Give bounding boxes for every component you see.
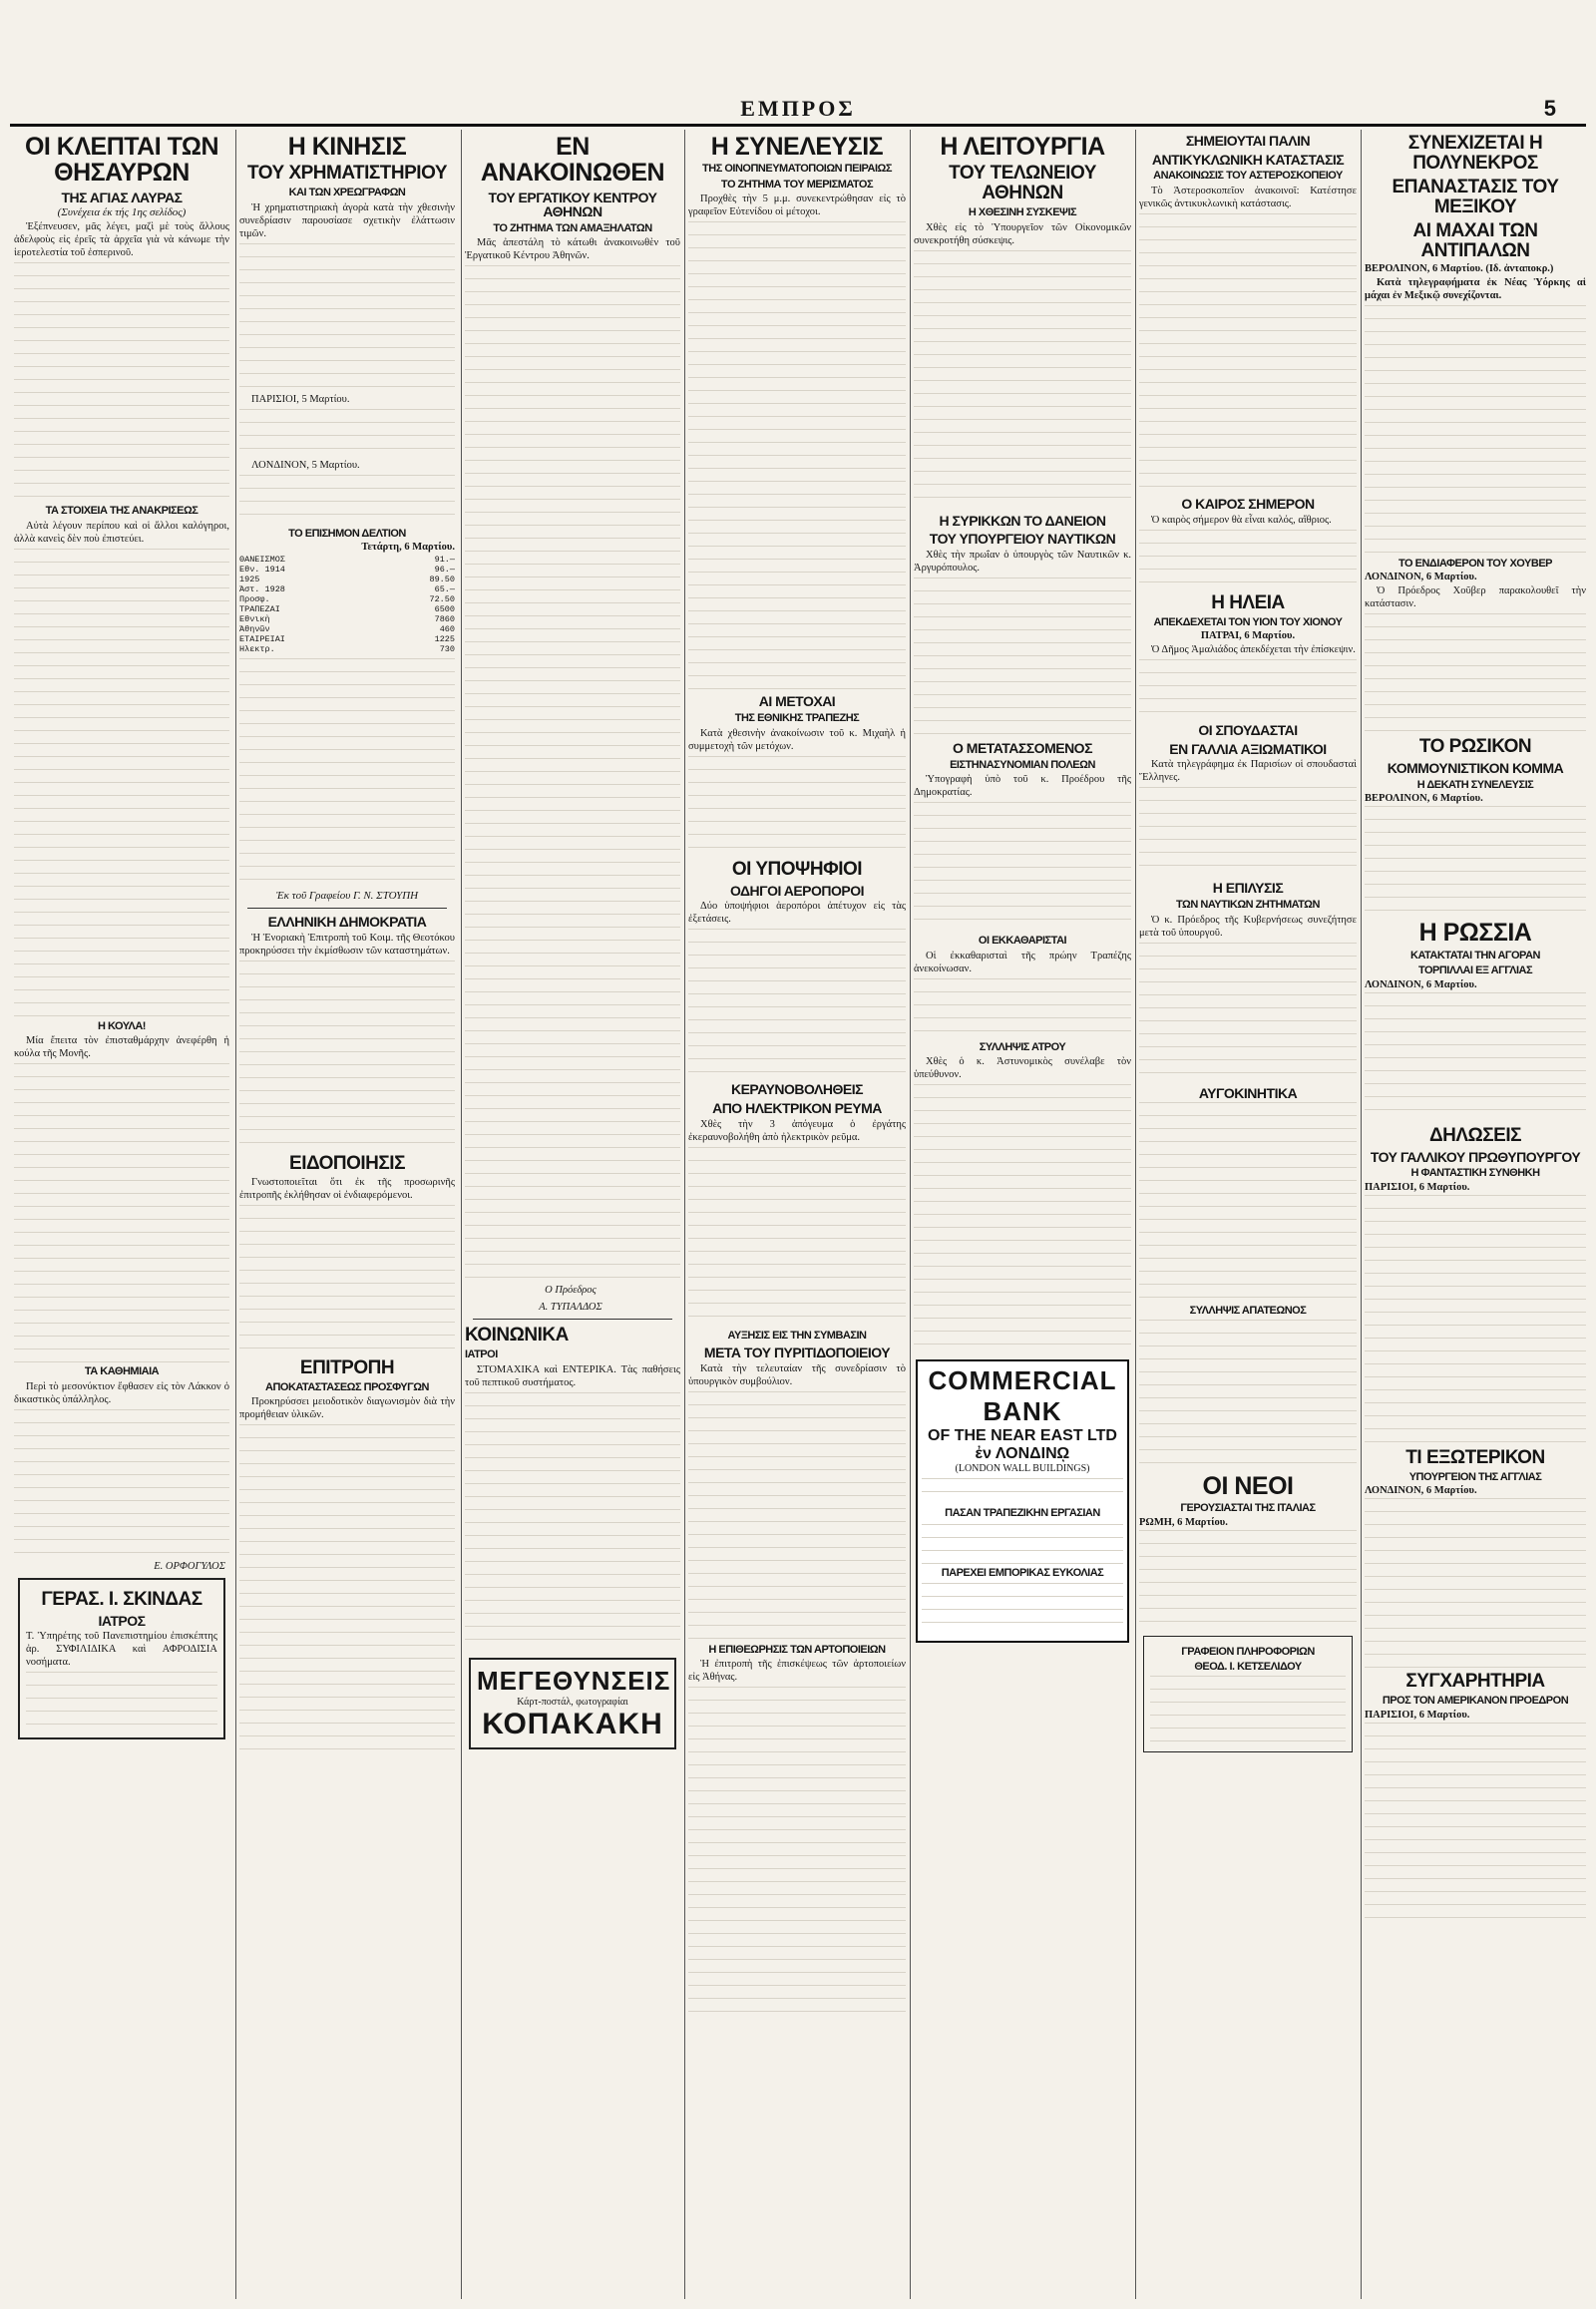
ad-name: ΓΕΡΑΣ. Ι. ΣΚΙΝΔΑΣ (41, 1588, 202, 1610)
column-divider (235, 130, 236, 2299)
article-paragraph: Γνωστοποιεῖται ὅτι ἐκ τῆς προσωρινῆς ἐπιτροπῆς ἐκλήθησαν οἱ ἐνδιαφερόμενοι. (239, 1176, 455, 1201)
article-subheadline: ΤΟΥ ΥΠΟΥΡΓΕΙΟΥ ΝΑΥΤΙΚΩΝ (929, 531, 1116, 548)
article-body-text (14, 549, 229, 1017)
article-body-text (1365, 806, 1586, 916)
article-headline: Η ΕΠΙΘΕΩΡΗΣΙΣ ΤΩΝ ΑΡΤΟΠΟΙΕΙΩΝ (708, 1643, 886, 1656)
article-headline: ΤΙ ΕΞΩΤΕΡΙΚΟΝ (1405, 1446, 1545, 1468)
article-headline: ΑΥΞΗΣΙΣ ΕΙΣ ΤΗΝ ΣΥΜΒΑΣΙΝ (727, 1329, 867, 1342)
table-cell-value: 91.— (434, 555, 455, 566)
dateline: ΛΟΝΔΙΝΟΝ, 6 Μαρτίου. (1365, 572, 1477, 583)
table-cell-name: Ἀστ. 1928 (239, 584, 285, 595)
table-body (239, 658, 455, 888)
article-subheadline: ΤΟΥ ΓΑΛΛΙΚΟΥ ΠΡΩΘΥΠΟΥΡΓΟΥ (1370, 1148, 1581, 1165)
article-body-text (914, 1084, 1131, 1353)
article-headline: ΟΙ ΝΕΟΙ (1202, 1471, 1294, 1500)
table-cell-value: 89.50 (429, 575, 455, 585)
table-row (239, 594, 455, 604)
bank-name: COMMERCIAL BANK (928, 1365, 1117, 1427)
article-subheadline: ΚΟΜΜΟΥΝΙΣΤΙΚΟΝ ΚΟΜΜΑ (1387, 760, 1564, 777)
table-row (239, 644, 455, 654)
article-body-text (1139, 1530, 1357, 1630)
article-subheadline: ΑΝΑΚΟΙΝΩΣΙΣ ΤΟΥ ΑΣΤΕΡΟΣΚΟΠΕΙΟΥ (1153, 170, 1343, 183)
ad-role: ΙΑΤΡΟΣ (98, 1612, 146, 1629)
article-body-text (1365, 1723, 1586, 1922)
article-subheadline: ΤΗΣ ΟΙΝΟΠΝΕΥΜΑΤΟΠΟΙΩΝ ΠΕΙΡΑΙΩΣ (702, 163, 892, 176)
article-body-text (239, 1205, 455, 1354)
article-headline: ΣΥΛΛΗΨΙΣ ΑΠΑΤΕΩΝΟΣ (1189, 1305, 1307, 1318)
article-headline: ΕΠΙΤΡΟΠΗ (299, 1356, 395, 1378)
signature-name: Α. ΤΥΠΑΛΔΟΣ (539, 1302, 602, 1314)
dateline: ΛΟΝΔΙΝΟΝ, 6 Μαρτίου. (1365, 1485, 1477, 1497)
article-body-text (465, 265, 680, 1283)
dateline: ΒΕΡΟΛΙΝΟΝ, 6 Μαρτίου. (Ιδ. ἀνταποκρ.) (1365, 262, 1554, 274)
article-body-text (1365, 992, 1586, 1122)
article-headline: ΚΕΡΑΥΝΟΒΟΛΗΘΕΙΣ (730, 1081, 863, 1098)
article-paragraph: Ἐξέπνευσεν, μᾶς λέγει, μαζὶ μὲ τοὺς ἄλλους ἀδελφοὺς εἰς ἐρεῖς τὰ ἀρχεῖα γιὰ νὰ κάνωμε τὴν ἱεροτελεστία τοῦ ἐσπερινοῦ. (14, 221, 229, 259)
bank-location: ἐν ΛΟΝΔΙΝῼ (975, 1445, 1070, 1463)
article-body-text (1139, 530, 1357, 589)
article-body-text (1139, 659, 1357, 719)
section-subheading: ΤΟ ΕΠΙΣΗΜΟΝ ΔΕΛΤΙΟΝ (288, 527, 406, 540)
article-paragraph: Περὶ τὸ μεσονύκτιον ἔφθασεν εἰς τὸν Λάκκον ὁ δικαστικὸς ὑπάλληλος. (14, 1380, 229, 1405)
divider (247, 908, 447, 909)
article-body-text (239, 475, 455, 525)
article-body-text (1139, 1320, 1357, 1469)
article-subheadline: ΑΠΕΚΔΕΧΕΤΑΙ ΤΟΝ ΥΙΟΝ ΤΟΥ ΧΙΟΝΟΥ (1153, 615, 1343, 628)
article-body-text (1139, 213, 1357, 493)
article-paragraph: Ὁ κ. Πρόεδρος τῆς Κυβερνήσεως συνεζήτησε μετὰ τοῦ ὑπουργοῦ. (1139, 914, 1357, 939)
section-subheading: ΙΑΤΡΟΙ (465, 1348, 498, 1361)
table-row (239, 634, 455, 644)
column-divider (1361, 130, 1362, 2299)
column-2 (239, 130, 455, 2299)
article-body-text (239, 961, 455, 1150)
article-subheadline: ΕΝ ΓΑΛΛΙΑ ΑΞΙΩΜΑΤΙΚΟΙ (1169, 740, 1327, 757)
article-headline: ΟΙ ΚΛΕΠΤΑΙ ΤΩΝ ΘΗΣΑΥΡΩΝ (24, 133, 219, 188)
article-subheadline: ΕΠΑΝΑΣΤΑΣΙΣ ΤΟΥ ΜΕΞΙΚΟΥ (1392, 176, 1559, 217)
article-headline: ΟΙ ΕΚΚΑΘΑΡΙΣΤΑΙ (978, 935, 1067, 948)
article-headline: Η ΣΥΡΙΚΚΩΝ ΤΟ ΔΑΝΕΙΟΝ (939, 512, 1106, 529)
article-subheadline: Η ΧΘΕΣΙΝΗ ΣΥΣΚΕΨΙΣ (968, 206, 1077, 219)
article-paragraph: Ὑπογραφὴ ὑπὸ τοῦ κ. Προέδρου τῆς Δημοκρατίας. (914, 774, 1131, 799)
dateline: ΠΑΡΙΣΙΟΙ, 6 Μαρτίου. (1365, 1709, 1470, 1721)
dateline: ΒΕΡΟΛΙΝΟΝ, 6 Μαρτίου. (1365, 793, 1483, 805)
article-paragraph: Μᾶς ἀπεστάλη τὸ κάτωθι ἀνακοινωθὲν τοῦ Ἐργατικοῦ Κέντρου Ἀθηνῶν. (465, 237, 680, 262)
newspaper-title: ΕΜΠΡΟΣ (740, 96, 856, 121)
article-paragraph: Ὁ καιρὸς σήμερον θὰ εἶναι καλός, αἴθριος. (1151, 514, 1332, 526)
article-subheadline: ΠΡΟΣ ΤΟΝ ΑΜΕΡΙΚΑΝΟΝ ΠΡΟΕΔΡΟΝ (1382, 1695, 1569, 1708)
ad-body-text (1150, 1676, 1346, 1745)
photo-ad (469, 1658, 676, 1749)
article-paragraph: Κατὰ τηλεγραφήματα ἐκ Νέας Ὑόρκης αἱ μάχαι ἐν Μεξικῷ συνεχίζονται. (1365, 276, 1586, 301)
masthead (0, 0, 1596, 121)
article-body-text (1365, 1195, 1586, 1444)
column-4 (688, 130, 906, 2299)
dateline: ΠΑΤΡΑΙ, 6 Μαρτίου. (1200, 630, 1296, 642)
section-subheading: ΤΑ ΣΤΟΙΧΕΙΑ ΤΗΣ ΑΝΑΚΡΙΣΕΩΣ (45, 505, 199, 518)
column-1 (14, 130, 229, 2299)
article-body-text (914, 577, 1131, 737)
article-headline: ΔΗΛΩΣΕΙΣ (1428, 1124, 1522, 1146)
article-headline: Η ΣΥΝΕΛΕΥΣΙΣ (710, 133, 884, 161)
table-cell-value: 6500 (434, 604, 455, 615)
section-headline: ΚΟΙΝΩΝΙΚΑ (465, 1325, 569, 1347)
column-divider (461, 130, 462, 2299)
table-cell-name: Ἀθηνῶν (239, 624, 270, 635)
article-subheadline: ΤΟΥ ΤΕΛΩΝΕΙΟΥ ΑΘΗΝΩΝ (949, 163, 1096, 204)
article-body-text (14, 1063, 229, 1362)
dateline: ΛΟΝΔΙΝΟΝ, 6 Μαρτίου. (1365, 978, 1477, 990)
dateline: ΡΩΜΗ, 6 Μαρτίου. (1139, 1516, 1228, 1528)
article-subheadline: ΤΟΥ ΕΡΓΑΤΙΚΟΥ ΚΕΝΤΡΟΥ ΑΘΗΝΩΝ (488, 189, 657, 220)
article-paragraph: Χθὲς τὴν πρωΐαν ὁ ὑπουργὸς τῶν Ναυτικῶν κ. Ἀργυρόπουλος. (914, 550, 1131, 575)
table-date: Τετάρτη, 6 Μαρτίου. (361, 542, 455, 554)
bank-name-sub: OF THE NEAR EAST LTD (928, 1427, 1117, 1445)
article-body-text (14, 262, 229, 502)
article-headline: Η ΚΙΝΗΣΙΣ (287, 133, 407, 161)
article-headline: ΤΟ ΡΩΣΙΚΟΝ (1418, 736, 1532, 758)
article-subheadline: ΓΕΡΟΥΣΙΑΣΤΑΙ ΤΗΣ ΙΤΑΛΙΑΣ (1180, 1502, 1316, 1515)
article-headline: ΣΗΜΕΙΟΥΤΑΙ ΠΑΛΙΝ (1185, 133, 1311, 149)
article-body-text (14, 1409, 229, 1559)
dateline: ΠΑΡΙΣΙΟΙ, 5 Μαρτίου. (251, 393, 350, 405)
table-cell-name: 1925 (239, 575, 260, 585)
article-body-text (688, 221, 906, 690)
dateline: ΠΑΡΙΣΙΟΙ, 6 Μαρτίου. (1365, 1181, 1470, 1193)
classifieds-text (465, 1392, 680, 1652)
article-paragraph: Αὐτὰ λέγουν περίπου καὶ οἱ ἄλλοι καλόγηροι, ἀλλὰ κανεὶς δὲν ποὺ ἐπιστεύει. (14, 520, 229, 545)
article-body-text (688, 1687, 906, 2016)
article-paragraph: Οἱ ἐκκαθαρισταὶ τῆς πρώην Τραπέζης ἀνεκοίνωσαν. (914, 950, 1131, 974)
table-cell-name: ΘΑΝΕΙΣΜΟΣ (239, 555, 285, 566)
ad-headline: ΓΡΑΦΕΙΟΝ ΠΛΗΡΟΦΟΡΙΩΝ (1181, 1645, 1315, 1658)
article-headline: Η ΡΩΣΣΙΑ (1418, 919, 1532, 948)
info-office-ad (1143, 1636, 1353, 1752)
article-body-text (914, 978, 1131, 1038)
article-body-text (1139, 943, 1357, 1082)
article-paragraph: Ὁ Πρόεδρος Χοῦβερ παρακολουθεῖ τὴν κατάστασιν. (1365, 585, 1586, 610)
article-headline: Ο ΚΑΙΡΟΣ ΣΗΜΕΡΟΝ (1181, 495, 1315, 512)
article-paragraph: Κατὰ τηλεγράφημα ἐκ Παρισίων οἱ σπουδασταὶ Ἕλληνες. (1139, 759, 1357, 784)
article-paragraph: Κατὰ χθεσινὴν ἀνακοίνωσιν τοῦ κ. Μιχαὴλ ἡ συμμετοχὴ τῶν μετόχων. (688, 727, 906, 752)
bank-address: (LONDON WALL BUILDINGS) (955, 1463, 1090, 1475)
article-subheadline: Η ΔΕΚΑΤΗ ΣΥΝΕΛΕΥΣΙΣ (1416, 778, 1534, 791)
column-6 (1139, 130, 1357, 2299)
article-body-text (1139, 787, 1357, 877)
article-headline: ΟΙ ΥΠΟΨΗΦΙΟΙ (731, 858, 863, 880)
table-cell-name: Προσφ. (239, 594, 270, 605)
page-number: 5 (1543, 96, 1556, 121)
article-headline: ΣΥΝΕΧΙΖΕΤΑΙ Η ΠΟΛΥΝΕΚΡΟΣ (1407, 133, 1543, 174)
author-signature: Ε. ΟΡΦΟΓΥΛΟΣ (154, 1560, 225, 1572)
article-body-text (1365, 613, 1586, 733)
bank-advertisement (916, 1359, 1129, 1643)
ad-body-text (922, 1524, 1123, 1564)
table-cell-name: ΤΡΑΠΕΖΑΙ (239, 604, 280, 615)
table-row (239, 555, 455, 565)
article-subheadline: ΑΙ ΜΑΧΑΙ ΤΩΝ ΑΝΤΙΠΑΛΩΝ (1412, 219, 1538, 261)
article-headline: ΑΙ ΜΕΤΟΧΑΙ (758, 693, 836, 710)
article-paragraph: Ὁ Δῆμος Ἀμαλιάδος ἀπεκδέχεται τὴν ἐπίσκεψιν. (1151, 644, 1356, 656)
article-subheadline: ΤΗΣ ΕΘΝΙΚΗΣ ΤΡΑΠΕΖΗΣ (734, 712, 860, 725)
ad-text: Κάρτ-ποστάλ, φωτογραφίαι (517, 1696, 628, 1708)
article-subheadline: ΥΠΟΥΡΓΕΙΟΝ ΤΗΣ ΑΓΓΛΙΑΣ (1408, 1470, 1542, 1483)
table-row (239, 624, 455, 634)
article-headline: ΑΥΓΟΚΙΝΗΤΙΚΑ (1198, 1084, 1298, 1101)
bank-service: ΠΑΣΑΝ ΤΡΑΠΕΖΙΚΗΝ ΕΡΓΑΣΙΑΝ (945, 1507, 1100, 1520)
continuation-note: (Συνέχεια έκ τής 1ης σελίδος) (57, 206, 187, 219)
ad-headline: ΜΕΓΕΘΥΝΣΕΙΣ (477, 1665, 671, 1696)
article-headline: Ο ΜΕΤΑΤΑΣΣΟΜΕΝΟΣ (953, 740, 1092, 757)
article-paragraph: Δύο ὑποψήφιοι ἀεροπόροι ἀπέτυχον εἰς τὰς ἐξετάσεις. (688, 901, 906, 926)
article-body-text (239, 1424, 455, 1753)
ad-text: Τ. Ὑπηρέτης τοῦ Πανεπιστημίου ἐπισκέπτης ἀρ. ΣΥΦΙΛΙΔΙΚΑ καὶ ΑΦΡΟΔΙΣΙΑ νοσήματα. (26, 1631, 217, 1669)
table-cell-value: 72.50 (429, 594, 455, 605)
ad-name: ΘΕΟΔ. Ι. ΚΕΤΣΕΛΙΔΟΥ (1194, 1661, 1302, 1674)
article-paragraph: Τὸ Ἀστεροσκοπεῖον ἀνακοινοῖ: Κατέστησε γενικῶς ἀντικυκλωνικὴ κατάστασις. (1139, 185, 1357, 209)
article-paragraph: Χθὲς ὁ κ. Ἀστυνομικὸς συνέλαβε τὸν ὑπεύθυνον. (914, 1056, 1131, 1081)
table-footer: Ἐκ τοῦ Γραφείου Γ. Ν. ΣΤΟΥΠΗ (275, 890, 419, 903)
masthead-rule (10, 124, 1586, 127)
article-body-text (1365, 1498, 1586, 1668)
article-paragraph: Ἡ Ἐνοριακὴ Ἐπιτροπὴ τοῦ Κοιμ. τῆς Θεοτόκου προκηρύσσει τὴν ἐκμίσθωσιν τῶν καταστημάτων. (239, 932, 455, 957)
ad-name: ΚΟΠΑΚΑΚΗ (482, 1707, 663, 1740)
ad-body-text (26, 1672, 217, 1732)
article-subheadline: ΤΩΝ ΝΑΥΤΙΚΩΝ ΖΗΤΗΜΑΤΩΝ (1176, 899, 1320, 912)
column-7 (1365, 130, 1586, 2299)
article-body-text (688, 1391, 906, 1641)
ad-body-text (922, 1583, 1123, 1633)
article-subheadline: ΤΟ ΖΗΤΗΜΑ ΤΟΥ ΜΕΡΙΣΜΑΤΟΣ (720, 178, 874, 191)
article-headline: Η ΕΠΙΛΥΣΙΣ (1212, 880, 1284, 897)
article-subheadline: Η ΦΑΝΤΑΣΤΙΚΗ ΣΥΝΘΗΚΗ (1410, 1167, 1540, 1180)
table-row (239, 584, 455, 594)
table-cell-name: ΕΤΑΙΡΕΙΑΙ (239, 634, 285, 645)
article-paragraph: Χθὲς εἰς τὸ Ὑπουργεῖον τῶν Οἰκονομικῶν συνεκροτήθη σύσκεψις. (914, 221, 1131, 246)
divider (473, 1319, 672, 1320)
article-subheadline: ΕΙΣΤΗΝΑΣΥΝΟΜΙΑΝ ΠΟΛΕΩΝ (950, 758, 1095, 771)
section-subheading: Η ΚΟΥΛΑ! (98, 1019, 146, 1032)
article-subheadline: ΑΠΟ ΗΛΕΚΤΡΙΚΟΝ ΡΕΥΜΑ (712, 1099, 882, 1116)
article-paragraph: Χθὲς τὴν 3 ἀπόγευμα ὁ ἐργάτης ἐκεραυνοβολήθη ἀπὸ ἠλεκτρικὸν ρεῦμα. (688, 1118, 906, 1143)
table-cell-value: 7860 (434, 614, 455, 625)
article-body-text (688, 1147, 906, 1327)
table-row (239, 614, 455, 624)
table-cell-name: Ἐθν. 1914 (239, 565, 285, 576)
article-body-text (239, 243, 455, 393)
signature-title: Ο Πρόεδρος (545, 1285, 597, 1297)
table-row (239, 604, 455, 614)
column-divider (684, 130, 685, 2299)
article-body-text (914, 250, 1131, 510)
article-paragraph: Προχθὲς τὴν 5 μ.μ. συνεκεντρώθησαν εἰς τὸ γραφεῖον Εὐτενίδου οἱ μέτοχοι. (688, 193, 906, 218)
article-headline: ΟΙ ΣΠΟΥΔΑΣΤΑΙ (1198, 722, 1298, 739)
article-subheadline: ΜΕΤΑ ΤΟΥ ΠΥΡΙΤΙΔΟΠΟΙΕΙΟΥ (703, 1345, 891, 1361)
article-body-text (688, 756, 906, 856)
article-headline: ΕΙΔΟΠΟΙΗΣΙΣ (289, 1152, 405, 1174)
article-headline: ΣΥΓΧΑΡΗΤΗΡΙΑ (1405, 1671, 1545, 1693)
article-paragraph: Προκηρύσσει μειοδοτικὸν διαγωνισμὸν διὰ τὴν προμήθειαν ὑλικῶν. (239, 1396, 455, 1421)
ad-body-text (922, 1478, 1123, 1504)
table-cell-value: 730 (439, 644, 455, 655)
table-cell-value: 65.— (434, 584, 455, 595)
article-headline: ΕΝ ΑΝΑΚΟΙΝΩΘΕΝ (480, 133, 665, 188)
article-paragraph: Ἡ ἐπιτροπὴ τῆς ἐπισκέψεως τῶν ἀρτοποιείων εἰς Ἀθήνας. (688, 1659, 906, 1684)
article-subheadline: ΤΟ ΖΗΤΗΜΑ ΤΩΝ ΑΜΑΞΗΛΑΤΩΝ (493, 221, 652, 234)
dateline: ΛΟΝΔΙΝΟΝ, 5 Μαρτίου. (251, 459, 360, 471)
article-subheadline: ΚΑΙ ΤΩΝ ΧΡΕΩΓΡΑΦΩΝ (288, 187, 406, 199)
stock-exchange-table (239, 555, 455, 654)
article-body-text (1139, 1102, 1357, 1302)
table-row (239, 565, 455, 575)
article-subheadline: ΤΗΣ ΑΓΙΑΣ ΛΑΥΡΑΣ (61, 189, 183, 205)
column-3 (465, 130, 680, 2299)
table-cell-name: Ἐθνικὴ (239, 614, 270, 625)
article-subheadline: ΑΝΤΙΚΥΚΛΩΝΙΚΗ ΚΑΤΑΣΤΑΣΙΣ (1151, 151, 1345, 168)
column-divider (910, 130, 911, 2299)
table-cell-value: 96.— (434, 565, 455, 576)
table-cell-name: Ἡλεκτρ. (239, 644, 275, 655)
section-subheading: ΤΑ ΚΑΘΗΜΙΑΙΑ (84, 1365, 160, 1378)
article-headline: ΕΛΛΗΝΙΚΗ ΔΗΜΟΚΡΑΤΙΑ (267, 914, 427, 931)
table-row (239, 575, 455, 584)
table-cell-value: 460 (439, 624, 455, 635)
column-5 (914, 130, 1131, 2299)
article-headline: ΤΟ ΕΝΔΙΑΦΕΡΟΝ ΤΟΥ ΧΟΥΒΕΡ (1398, 557, 1552, 570)
article-body-text (914, 802, 1131, 932)
article-paragraph: Μία ἔπειτα τὸν ἐπισταθμάρχην ἀνεφέρθη ἡ κούλα τῆς Μονῆς. (14, 1035, 229, 1060)
article-body-text (239, 409, 455, 459)
bank-service: ΠΑΡΕΧΕΙ ΕΜΠΟΡΙΚΑΣ ΕΥΚΟΛΙΑΣ (941, 1566, 1104, 1579)
article-paragraph: Ἡ χρηματιστηριακὴ ἀγορὰ κατὰ τὴν χθεσινὴν συνεδρίασιν παρουσίασε σχετικὴν ἐλάττωσιν τιμῶν. (239, 201, 455, 239)
article-subheadline: ΚΑΤΑΚΤΑΤΑΙ ΤΗΝ ΑΓΟΡΑΝ (1410, 949, 1540, 962)
article-subheadline: ΤΟΥ ΧΡΗΜΑΤΙΣΤΗΡΙΟΥ (247, 163, 447, 185)
article-headline: ΣΥΛΛΗΨΙΣ ΑΤΡΟΥ (979, 1040, 1066, 1053)
column-divider (1135, 130, 1136, 2299)
article-body-text (1365, 305, 1586, 555)
article-subheadline: ΑΠΟΚΑΤΑΣΤΑΣΕΩΣ ΠΡΟΣΦΥΓΩΝ (265, 1380, 429, 1393)
article-paragraph: ΣΤΟΜΑΧΙΚΑ καὶ ΕΝΤΕΡΙΚΑ. Τὰς παθήσεις τοῦ πεπτικοῦ συστήματος. (465, 1363, 680, 1388)
doctor-advertisement (18, 1578, 225, 1740)
article-subheadline: ΤΟΡΠΙΛΛΑΙ ΕΞ ΑΓΓΛΙΑΣ (1417, 964, 1533, 977)
article-subheadline: ΟΔΗΓΟΙ ΑΕΡΟΠΟΡΟΙ (729, 882, 865, 899)
article-headline: Η ΗΛΕΙΑ (1211, 591, 1285, 613)
article-paragraph: Κατὰ τὴν τελευταίαν τῆς συνεδρίασιν τὸ ὑπουργικὸν συμβούλιον. (688, 1362, 906, 1387)
article-headline: Η ΛΕΙΤΟΥΡΓΙΑ (940, 133, 1105, 161)
table-cell-value: 1225 (434, 634, 455, 645)
article-body-text (688, 929, 906, 1078)
